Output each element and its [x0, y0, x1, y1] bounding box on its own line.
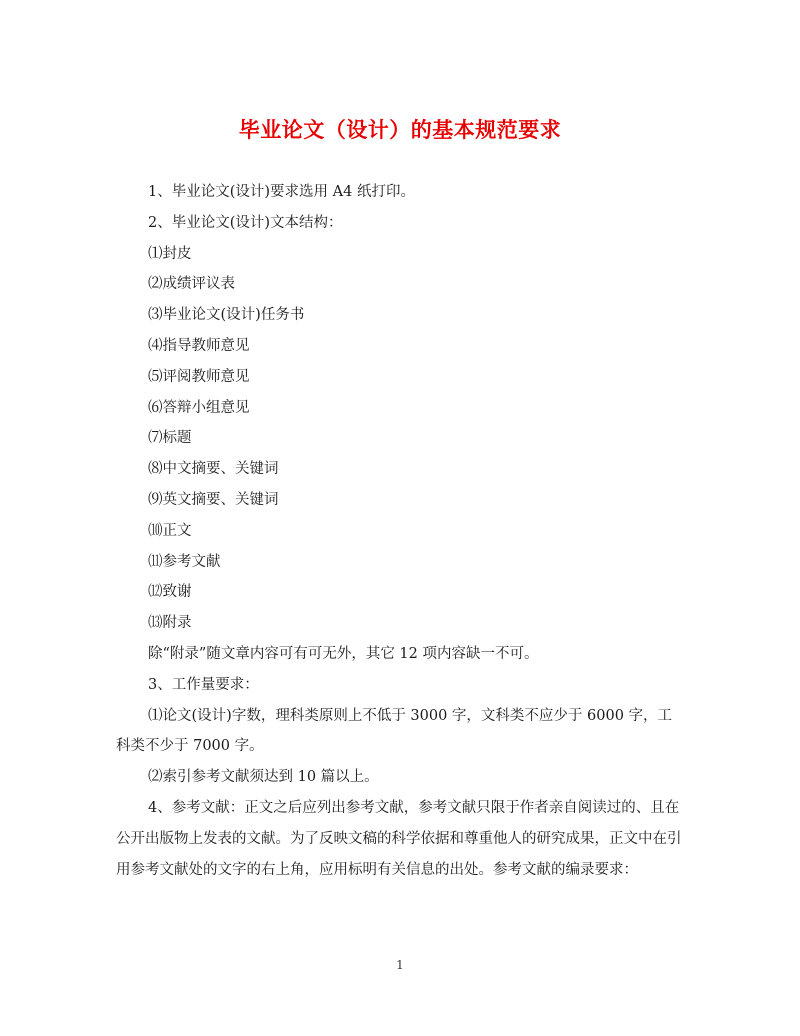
list-item: ⑾参考文献: [148, 553, 221, 570]
paragraph-paper-size: 1、毕业论文(设计)要求选用 A4 纸打印。: [148, 184, 415, 200]
paragraph-word-count: ⑴论文(设计)字数，理科类原则上不低于 3000 字，文科类不应少于 6000 字，工科类不少于 7000 字。: [116, 707, 673, 755]
list-item: ⑻中文摘要、关键词: [148, 461, 279, 478]
list-item: ⑽正文: [148, 522, 192, 539]
list-item: ⑶毕业论文(设计)任务书: [148, 307, 305, 324]
document-title: 毕业论文（设计）的基本规范要求: [238, 118, 562, 142]
list-item: ⑸评阅教师意见: [148, 368, 250, 385]
list-item: ⑿致谢: [148, 584, 192, 601]
list-item: ⒀附录: [148, 615, 192, 632]
list-item: ⑷指导教师意见: [148, 337, 250, 354]
paragraph-references: 4、参考文献：正文之后应列出参考文献，参考文献只限于作者亲自阅读过的、且在公开出版物上发表的文献。为了反映文稿的科学依据和尊重他人的研究成果，正文中在引用参考文献处的文字的右上角，应用标明有关信息的出处。参考文献的编录要求：: [116, 799, 682, 878]
paragraph-appendix-note: 除“附录”随文章内容可有可无外，其它 12 项内容缺一不可。: [148, 645, 539, 662]
paragraph-structure-heading: 2、毕业论文(设计)文本结构：: [148, 214, 343, 231]
list-item: ⑴封皮: [148, 245, 192, 262]
paragraph-workload-heading: 3、工作量要求：: [148, 676, 259, 693]
list-item: ⑹答辩小组意见: [148, 399, 250, 416]
list-item: ⑵成绩评议表: [148, 276, 235, 293]
document-body: [116, 177, 686, 885]
list-item: ⑼英文摘要、关键词: [148, 491, 279, 508]
page-number: 1: [396, 958, 404, 972]
paragraph-references-count: ⑵索引参考文献须达到 10 篇以上。: [148, 769, 379, 786]
list-item: ⑺标题: [148, 430, 192, 447]
